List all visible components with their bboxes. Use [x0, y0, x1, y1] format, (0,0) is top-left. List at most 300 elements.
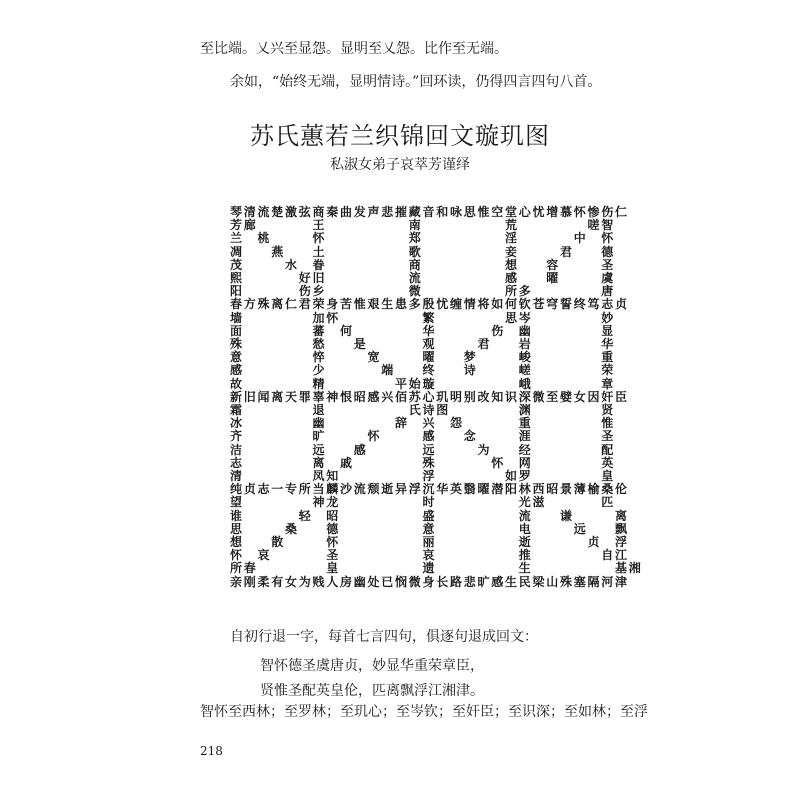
- grid-char: 怀: [573, 205, 586, 219]
- grid-char: 光: [518, 495, 531, 510]
- grid-char: 君: [559, 244, 572, 259]
- grid-char: 处: [367, 574, 380, 589]
- grid-char: 章: [601, 376, 614, 391]
- grid-char: 虞: [601, 271, 614, 285]
- grid-char: 愁: [312, 337, 325, 351]
- grid-char: 浮: [408, 482, 421, 497]
- grid-char: 苍: [532, 297, 545, 312]
- grid-char: 加: [312, 310, 325, 325]
- grid-char: 峻: [518, 350, 531, 365]
- top-line-2: 余如，“始终无端，显明情诗。”回环读，仍得四言四句八首。: [230, 74, 602, 90]
- grid-char: 燕: [271, 244, 284, 259]
- grid-char: 为: [477, 442, 490, 457]
- grid-char: 景: [559, 482, 572, 497]
- grid-char: 智: [601, 218, 614, 233]
- grid-char: 惨: [587, 205, 600, 219]
- grid-char: 神: [312, 495, 325, 510]
- grid-char: 龙: [326, 495, 339, 510]
- grid-char: 圣: [326, 548, 339, 563]
- grid-char: 离: [271, 297, 284, 312]
- grid-char: 怀: [326, 535, 339, 549]
- grid-char: 知: [491, 389, 504, 404]
- grid-char: 君: [477, 337, 490, 351]
- grid-char: 配: [601, 442, 614, 457]
- grid-char: 声: [367, 205, 380, 219]
- grid-char: 荣: [312, 297, 325, 312]
- grid-char: 闻: [257, 389, 270, 404]
- grid-char: 终: [422, 363, 435, 378]
- grid-char: 殷: [422, 297, 435, 312]
- grid-char: 英: [449, 482, 462, 497]
- grid-char: 旧: [243, 389, 256, 404]
- grid-char: 匹: [601, 495, 614, 510]
- grid-char: 基: [614, 561, 627, 576]
- grid-char: 笃: [587, 297, 600, 312]
- grid-char: 当: [312, 482, 325, 497]
- grid-char: 所: [504, 284, 517, 299]
- grid-char: 流: [353, 482, 366, 497]
- grid-char: 时: [422, 495, 435, 510]
- grid-char: 凋: [229, 244, 242, 259]
- grid-char: 空: [491, 205, 504, 219]
- grid-char: 生: [381, 297, 394, 312]
- grid-char: 戚: [339, 455, 352, 470]
- grid-char: 土: [312, 244, 325, 259]
- grid-char: 思: [463, 205, 476, 219]
- grid-char: 楚: [271, 205, 284, 219]
- grid-char: 中: [573, 231, 586, 246]
- grid-char: 英: [601, 455, 614, 470]
- grid-char: 怀: [326, 310, 339, 325]
- xuanji-grid: [229, 206, 642, 588]
- grid-char: 璇: [422, 376, 435, 391]
- grid-char: 经: [518, 442, 531, 457]
- grid-char: 刚: [243, 574, 256, 589]
- grid-char: 流: [257, 205, 270, 219]
- grid-char: 何: [504, 297, 517, 312]
- bottom-line-3: 贤惟圣配英皇伦，匹离飘浮江湘津。: [260, 683, 484, 699]
- grid-char: 伤: [491, 323, 504, 338]
- grid-char: 王: [312, 218, 325, 233]
- grid-char: 颓: [367, 482, 380, 497]
- grid-char: 芳: [229, 218, 242, 233]
- grid-char: 电: [518, 521, 531, 536]
- grid-char: 皇: [601, 469, 614, 483]
- grid-char: 贤: [601, 403, 614, 417]
- grid-char: 殊: [229, 337, 242, 351]
- grid-char: 别: [463, 389, 476, 404]
- grid-char: 惟: [477, 205, 490, 219]
- grid-char: 涯: [518, 429, 531, 444]
- grid-char: 河: [601, 574, 614, 589]
- grid-char: 嵯: [518, 363, 531, 378]
- grid-char: 因: [587, 389, 600, 404]
- bottom-line-4: 智怀至西林；至罗林；至玑心；至岑钦；至奸臣；至识深；至如林；至浮: [200, 704, 648, 720]
- grid-char: 何: [339, 323, 352, 338]
- grid-char: 荣: [601, 363, 614, 378]
- grid-char: 深: [518, 389, 531, 404]
- grid-char: 梁: [532, 574, 545, 589]
- grid-char: 罗: [518, 469, 531, 483]
- grid-char: 慕: [559, 205, 572, 219]
- grid-char: 故: [229, 376, 242, 391]
- grid-char: 微: [408, 284, 421, 299]
- grid-char: 惟: [601, 416, 614, 431]
- grid-char: 端: [381, 363, 394, 378]
- grid-char: 旷: [477, 574, 490, 589]
- grid-char: 藏: [408, 205, 421, 219]
- grid-char: 天: [284, 389, 297, 404]
- grid-char: 清: [229, 469, 242, 483]
- grid-char: 渊: [518, 403, 531, 417]
- grid-char: 改: [477, 389, 490, 404]
- grid-char: 忧: [436, 297, 449, 312]
- grid-char: 君: [298, 297, 311, 312]
- grid-char: 微: [408, 574, 421, 589]
- grid-char: 弦: [298, 205, 311, 219]
- grid-char: 亲: [229, 574, 242, 589]
- grid-char: 摧: [394, 205, 407, 219]
- grid-char: 远: [312, 442, 325, 457]
- grid-char: 想: [229, 535, 242, 549]
- grid-char: 眷: [312, 257, 325, 272]
- grid-char: 咏: [449, 205, 462, 219]
- poem-subtitle: 私淑女弟子哀萃芳谨绎: [330, 157, 470, 173]
- grid-char: 感: [367, 389, 380, 404]
- grid-char: 峨: [518, 376, 531, 391]
- grid-char: 玑: [436, 389, 449, 404]
- grid-char: 推: [518, 548, 531, 563]
- grid-char: 悴: [312, 350, 325, 365]
- grid-char: 恨: [339, 389, 352, 404]
- grid-char: 曜: [477, 482, 490, 497]
- grid-char: 幽: [353, 574, 366, 589]
- grid-char: 翳: [463, 482, 476, 497]
- grid-char: 桃: [257, 231, 270, 246]
- grid-char: 遗: [422, 561, 435, 576]
- grid-char: 平: [394, 376, 407, 391]
- grid-char: 伤: [298, 284, 311, 299]
- grid-char: 罪: [298, 389, 311, 404]
- grid-char: 曲: [339, 205, 352, 219]
- grid-char: 志: [229, 455, 242, 470]
- grid-char: 贞: [243, 482, 256, 497]
- grid-char: 穹: [546, 297, 559, 312]
- grid-char: 志: [257, 482, 270, 497]
- grid-char: 兴: [381, 389, 394, 404]
- grid-char: 好: [298, 271, 311, 285]
- grid-char: 麟: [326, 482, 339, 497]
- grid-char: 志: [601, 297, 614, 312]
- grid-char: 感: [353, 442, 366, 457]
- grid-char: 幽: [312, 416, 325, 431]
- grid-char: 远: [422, 442, 435, 457]
- grid-char: 微: [532, 389, 545, 404]
- grid-char: 所: [229, 561, 242, 576]
- grid-char: 湘: [628, 561, 641, 576]
- grid-char: 感: [229, 363, 242, 378]
- grid-char: 伦: [614, 482, 627, 497]
- grid-char: 如: [504, 469, 517, 483]
- grid-char: 诗: [422, 403, 435, 417]
- grid-char: 忧: [532, 205, 545, 219]
- grid-char: 滋: [532, 495, 545, 510]
- bottom-line-2: 智怀德圣虞唐贞，妙显华重荣章臣，: [260, 658, 484, 674]
- grid-char: 淫: [504, 231, 517, 246]
- grid-char: 佰: [394, 389, 407, 404]
- grid-char: 皇: [326, 561, 339, 576]
- grid-char: 德: [326, 521, 339, 536]
- grid-char: 清: [243, 205, 256, 219]
- grid-char: 怀: [367, 429, 380, 444]
- grid-char: 图: [436, 403, 449, 417]
- grid-char: 熙: [229, 271, 242, 285]
- grid-char: 轻: [298, 508, 311, 523]
- grid-char: 岑: [518, 310, 531, 325]
- grid-char: 房: [339, 574, 352, 589]
- grid-char: 誓: [559, 297, 572, 312]
- grid-char: 西: [532, 482, 545, 497]
- grid-char: 人: [326, 574, 339, 589]
- top-line-1: 至比端。乂兴至显怨。显明至乂怨。比作至无端。: [200, 41, 508, 57]
- grid-char: 想: [504, 257, 517, 272]
- grid-char: 怨: [449, 416, 462, 431]
- grid-char: 自: [601, 548, 614, 563]
- grid-char: 缠: [449, 297, 462, 312]
- grid-char: 至: [546, 389, 559, 404]
- grid-char: 阳: [229, 284, 242, 299]
- grid-char: 兰: [229, 231, 242, 246]
- grid-char: 贞: [614, 297, 627, 312]
- grid-char: 少: [312, 363, 325, 378]
- grid-char: 退: [312, 403, 325, 417]
- grid-char: 诗: [463, 363, 476, 378]
- grid-char: 薄: [573, 482, 586, 497]
- grid-char: 始: [408, 376, 421, 391]
- grid-char: 茂: [229, 257, 242, 272]
- grid-char: 苏: [408, 389, 421, 404]
- grid-char: 纯: [229, 482, 242, 497]
- grid-char: 歌: [408, 244, 421, 259]
- grid-char: 沙: [339, 482, 352, 497]
- grid-char: 臣: [614, 389, 627, 404]
- grid-char: 妾: [504, 244, 517, 259]
- grid-char: 哀: [257, 548, 270, 563]
- grid-char: 江: [614, 548, 627, 563]
- grid-char: 如: [491, 297, 504, 312]
- grid-char: 所: [298, 482, 311, 497]
- grid-char: 意: [422, 521, 435, 536]
- grid-char: 终: [573, 297, 586, 312]
- grid-char: 和: [436, 205, 449, 219]
- grid-char: 冰: [229, 416, 242, 431]
- grid-char: 昭: [353, 389, 366, 404]
- grid-char: 逝: [381, 482, 394, 497]
- grid-char: 殊: [559, 574, 572, 589]
- grid-char: 奸: [601, 389, 614, 404]
- grid-char: 潜: [491, 482, 504, 497]
- grid-char: 蕃: [312, 323, 325, 338]
- grid-char: 桑: [284, 521, 297, 536]
- grid-char: 旧: [312, 271, 325, 285]
- grid-char: 伤: [601, 205, 614, 219]
- grid-char: 春: [229, 297, 242, 312]
- grid-char: 感: [504, 271, 517, 285]
- grid-char: 多: [518, 284, 531, 299]
- grid-char: 琴: [229, 205, 242, 219]
- grid-char: 容: [546, 257, 559, 272]
- grid-char: 患: [394, 297, 407, 312]
- grid-char: 谁: [229, 508, 242, 523]
- grid-char: 洁: [229, 442, 242, 457]
- grid-char: 知: [326, 469, 339, 483]
- grid-char: 齐: [229, 429, 242, 444]
- grid-char: 荒: [504, 218, 517, 233]
- grid-char: 郑: [408, 231, 421, 246]
- grid-char: 塞: [573, 574, 586, 589]
- grid-char: 墙: [229, 310, 242, 325]
- grid-char: 思: [504, 310, 517, 325]
- grid-char: 音: [422, 205, 435, 219]
- grid-char: 德: [601, 244, 614, 259]
- grid-char: 曜: [546, 271, 559, 285]
- grid-char: 沉: [422, 482, 435, 497]
- grid-char: 感: [491, 574, 504, 589]
- grid-char: 离: [614, 508, 627, 523]
- grid-char: 辜: [312, 389, 325, 404]
- grid-char: 圣: [601, 429, 614, 444]
- grid-char: 艰: [367, 297, 380, 312]
- grid-char: 有: [271, 574, 284, 589]
- grid-char: 将: [477, 297, 490, 312]
- page-number: 218: [200, 744, 223, 758]
- grid-char: 怀: [312, 231, 325, 246]
- grid-char: 唐: [601, 284, 614, 299]
- grid-char: 悲: [381, 205, 394, 219]
- grid-char: 幽: [518, 323, 531, 338]
- grid-char: 增: [546, 205, 559, 219]
- grid-char: 岩: [518, 337, 531, 351]
- grid-char: 商: [312, 205, 325, 219]
- grid-char: 钦: [518, 297, 531, 312]
- grid-char: 榆: [587, 482, 600, 497]
- grid-char: 专: [284, 482, 297, 497]
- grid-char: 怀: [601, 231, 614, 246]
- grid-char: 辞: [394, 416, 407, 431]
- grid-char: 圣: [601, 257, 614, 272]
- grid-char: 思: [229, 521, 242, 536]
- grid-char: 发: [353, 205, 366, 219]
- grid-char: 新: [229, 389, 242, 404]
- grid-char: 廊: [243, 218, 256, 233]
- grid-char: 多: [408, 297, 421, 312]
- grid-char: 春: [243, 561, 256, 576]
- grid-char: 异: [394, 482, 407, 497]
- grid-char: 悯: [394, 574, 407, 589]
- grid-char: 识: [504, 389, 517, 404]
- grid-char: 感: [422, 429, 435, 444]
- grid-char: 离: [312, 455, 325, 470]
- grid-char: 观: [422, 337, 435, 351]
- grid-char: 离: [271, 389, 284, 404]
- grid-char: 林: [518, 482, 531, 497]
- grid-char: 昭: [546, 482, 559, 497]
- grid-char: 华: [601, 337, 614, 351]
- grid-char: 浮: [614, 535, 627, 549]
- grid-char: 望: [229, 495, 242, 510]
- grid-char: 方: [243, 297, 256, 312]
- grid-char: 流: [518, 508, 531, 523]
- grid-char: 嗟: [587, 218, 600, 233]
- grid-char: 重: [601, 350, 614, 365]
- grid-char: 面: [229, 323, 242, 338]
- grid-char: 身: [326, 297, 339, 312]
- grid-char: 网: [518, 455, 531, 470]
- grid-char: 念: [463, 429, 476, 444]
- grid-char: 重: [518, 416, 531, 431]
- grid-char: 激: [284, 205, 297, 219]
- grid-char: 贱: [312, 574, 325, 589]
- grid-char: 民: [518, 574, 531, 589]
- grid-char: 殊: [257, 297, 270, 312]
- grid-char: 阳: [504, 482, 517, 497]
- grid-char: 路: [449, 574, 462, 589]
- grid-char: 女: [284, 574, 297, 589]
- grid-char: 心: [518, 205, 531, 219]
- grid-char: 明: [449, 389, 462, 404]
- grid-char: 兴: [422, 416, 435, 431]
- grid-char: 南: [408, 218, 421, 233]
- grid-char: 身: [422, 574, 435, 589]
- grid-char: 华: [422, 323, 435, 338]
- grid-char: 情: [463, 297, 476, 312]
- grid-char: 乡: [312, 284, 325, 299]
- poem-title: 苏氏蕙若兰织锦回文璇玑图: [250, 122, 550, 150]
- grid-char: 一: [271, 482, 284, 497]
- grid-char: 显: [601, 323, 614, 338]
- grid-char: 精: [312, 376, 325, 391]
- grid-char: 昭: [326, 508, 339, 523]
- grid-char: 旷: [312, 429, 325, 444]
- grid-char: 丽: [422, 535, 435, 549]
- grid-char: 神: [326, 389, 339, 404]
- grid-char: 堂: [504, 205, 517, 219]
- grid-char: 霜: [229, 403, 242, 417]
- grid-char: 仁: [614, 205, 627, 219]
- grid-char: 是: [353, 337, 366, 351]
- grid-char: 飘: [614, 521, 627, 536]
- grid-char: 仁: [284, 297, 297, 312]
- grid-char: 远: [573, 521, 586, 536]
- grid-char: 逝: [518, 535, 531, 549]
- grid-char: 怀: [491, 455, 504, 470]
- grid-char: 曜: [422, 350, 435, 365]
- grid-char: 流: [408, 271, 421, 285]
- grid-char: 隔: [587, 574, 600, 589]
- grid-char: 桑: [601, 482, 614, 497]
- grid-char: 凤: [312, 469, 325, 483]
- grid-char: 秦: [326, 205, 339, 219]
- grid-char: 谦: [559, 508, 572, 523]
- grid-char: 柔: [257, 574, 270, 589]
- grid-char: 妙: [601, 310, 614, 325]
- grid-char: 苦: [339, 297, 352, 312]
- bottom-line-1: 自初行退一字，每首七言四句，俱逐句退成回文：: [230, 629, 538, 645]
- grid-char: 哀: [422, 548, 435, 563]
- grid-char: 已: [381, 574, 394, 589]
- grid-char: 盛: [422, 508, 435, 523]
- grid-char: 心: [422, 389, 435, 404]
